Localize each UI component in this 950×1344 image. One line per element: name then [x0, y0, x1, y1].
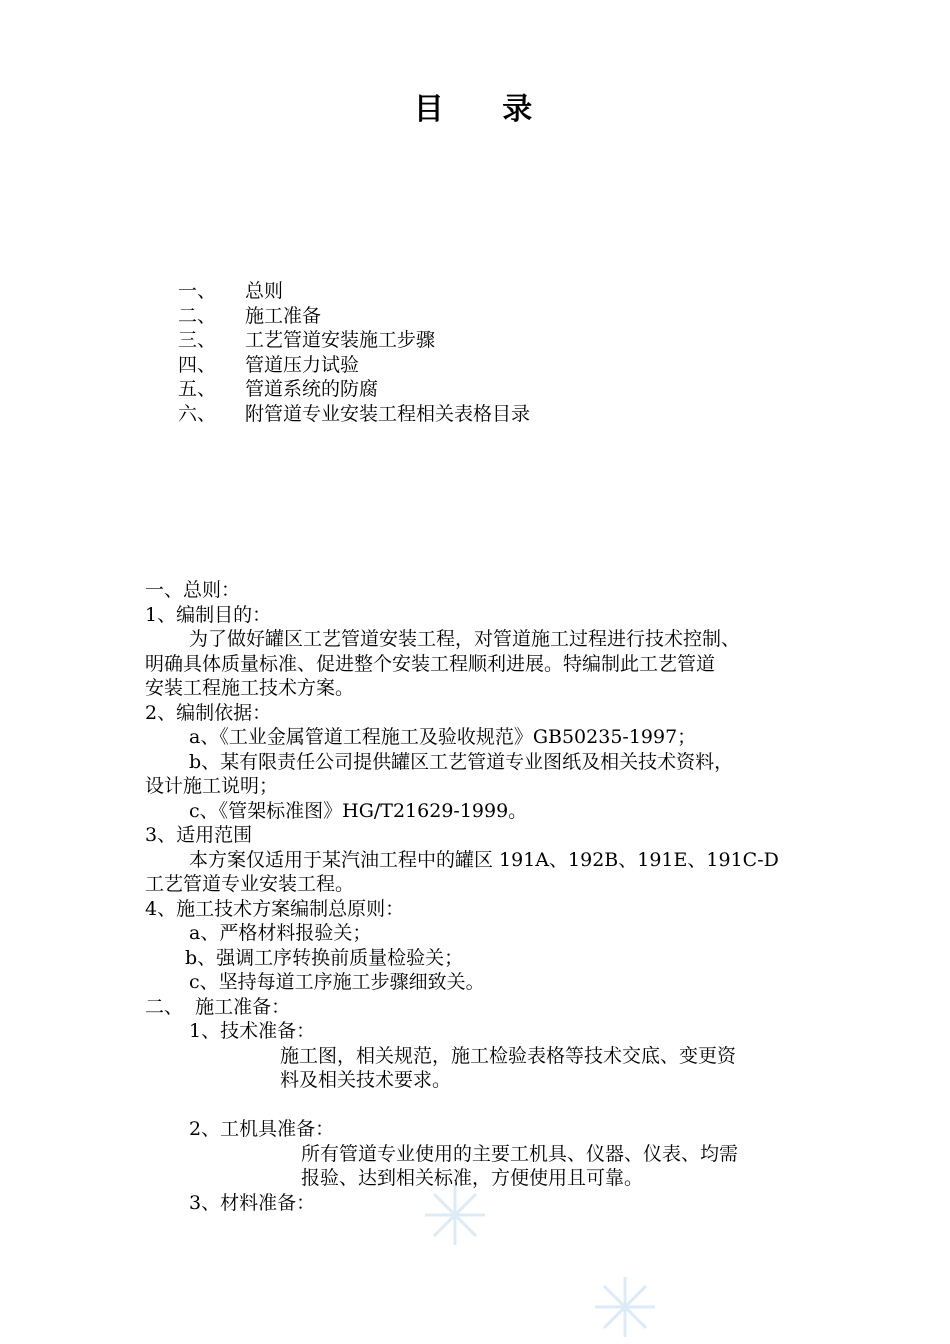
toc-item — [178, 279, 530, 304]
list-item: c、坚持每道工序施工步骤细致关。 — [189, 971, 485, 993]
toc-label: 管道压力试验 — [245, 353, 360, 376]
toc-number: 一、 — [178, 280, 217, 302]
subsection-heading: 1、编制目的： — [145, 603, 272, 626]
paragraph-line: 设计施工说明； — [145, 775, 279, 797]
page-title: 目 录 — [413, 92, 537, 127]
blank-line — [145, 1093, 825, 1118]
toc-number: 六、 — [178, 402, 217, 425]
toc-label: 施工准备 — [245, 304, 322, 327]
toc-label: 总则 — [245, 280, 284, 302]
paragraph-line: 为了做好罐区工艺管道安装工程，对管道施工过程进行技术控制、 — [189, 628, 741, 650]
paragraph-line: 所有管道专业使用的主要工机具、仪器、仪表、均需 — [301, 1142, 739, 1165]
subsection-heading: 1、技术准备： — [189, 1020, 316, 1042]
subsection-heading: 2、工机具准备： — [189, 1118, 335, 1140]
toc-number: 五、 — [178, 378, 217, 401]
toc-number: 四、 — [178, 353, 217, 376]
toc-number: 三、 — [178, 329, 217, 352]
subsection-heading: 3、材料准备： — [189, 1191, 316, 1214]
toc-number: 二、 — [178, 304, 217, 327]
paragraph-line: 施工图，相关规范，施工检验表格等技术交底、变更资 — [280, 1044, 737, 1067]
paragraph-line: 明确具体质量标准、促进整个安装工程顺利进展。特编制此工艺管道 — [145, 652, 716, 675]
section-heading: 二、 施工准备： — [145, 995, 291, 1018]
subsection-heading: 3、适用范围 — [145, 824, 253, 846]
list-item: a、严格材料报验关； — [189, 922, 372, 944]
toc-item — [178, 304, 530, 329]
toc-item — [178, 353, 530, 378]
list-item: a、《工业金属管道工程施工及验收规范》GB50235-1997； — [189, 726, 697, 748]
table-of-contents — [178, 279, 530, 427]
toc-item — [178, 377, 530, 402]
paragraph-line: 本方案仅适用于某汽油工程中的罐区 191A、192B、191E、191C-D — [189, 848, 779, 871]
paragraph-line: 安装工程施工技术方案。 — [145, 677, 355, 699]
paragraph-line: 料及相关技术要求。 — [280, 1069, 452, 1091]
subsection-heading: 4、施工技术方案编制总原则： — [145, 897, 405, 920]
snowflake-watermark-icon — [590, 1272, 660, 1342]
toc-label: 管道系统的防腐 — [245, 378, 379, 401]
subsection-heading: 2、编制依据： — [145, 701, 272, 724]
paragraph-line: 报验、达到相关标准，方便使用且可靠。 — [301, 1167, 644, 1189]
paragraph-line: 工艺管道专业安装工程。 — [145, 873, 355, 895]
toc-label: 工艺管道安装施工步骤 — [245, 329, 436, 352]
document-body — [145, 578, 825, 1215]
list-item: b、某有限责任公司提供罐区工艺管道专业图纸及相关技术资料， — [189, 750, 734, 773]
toc-item — [178, 328, 530, 353]
toc-item — [178, 402, 530, 427]
list-item: b、强调工序转换前质量检验关； — [185, 946, 464, 969]
list-item: c、《管架标准图》HG/T21629-1999。 — [189, 799, 528, 822]
section-heading: 一、总则： — [145, 579, 241, 601]
toc-label: 附管道专业安装工程相关表格目录 — [245, 402, 531, 425]
